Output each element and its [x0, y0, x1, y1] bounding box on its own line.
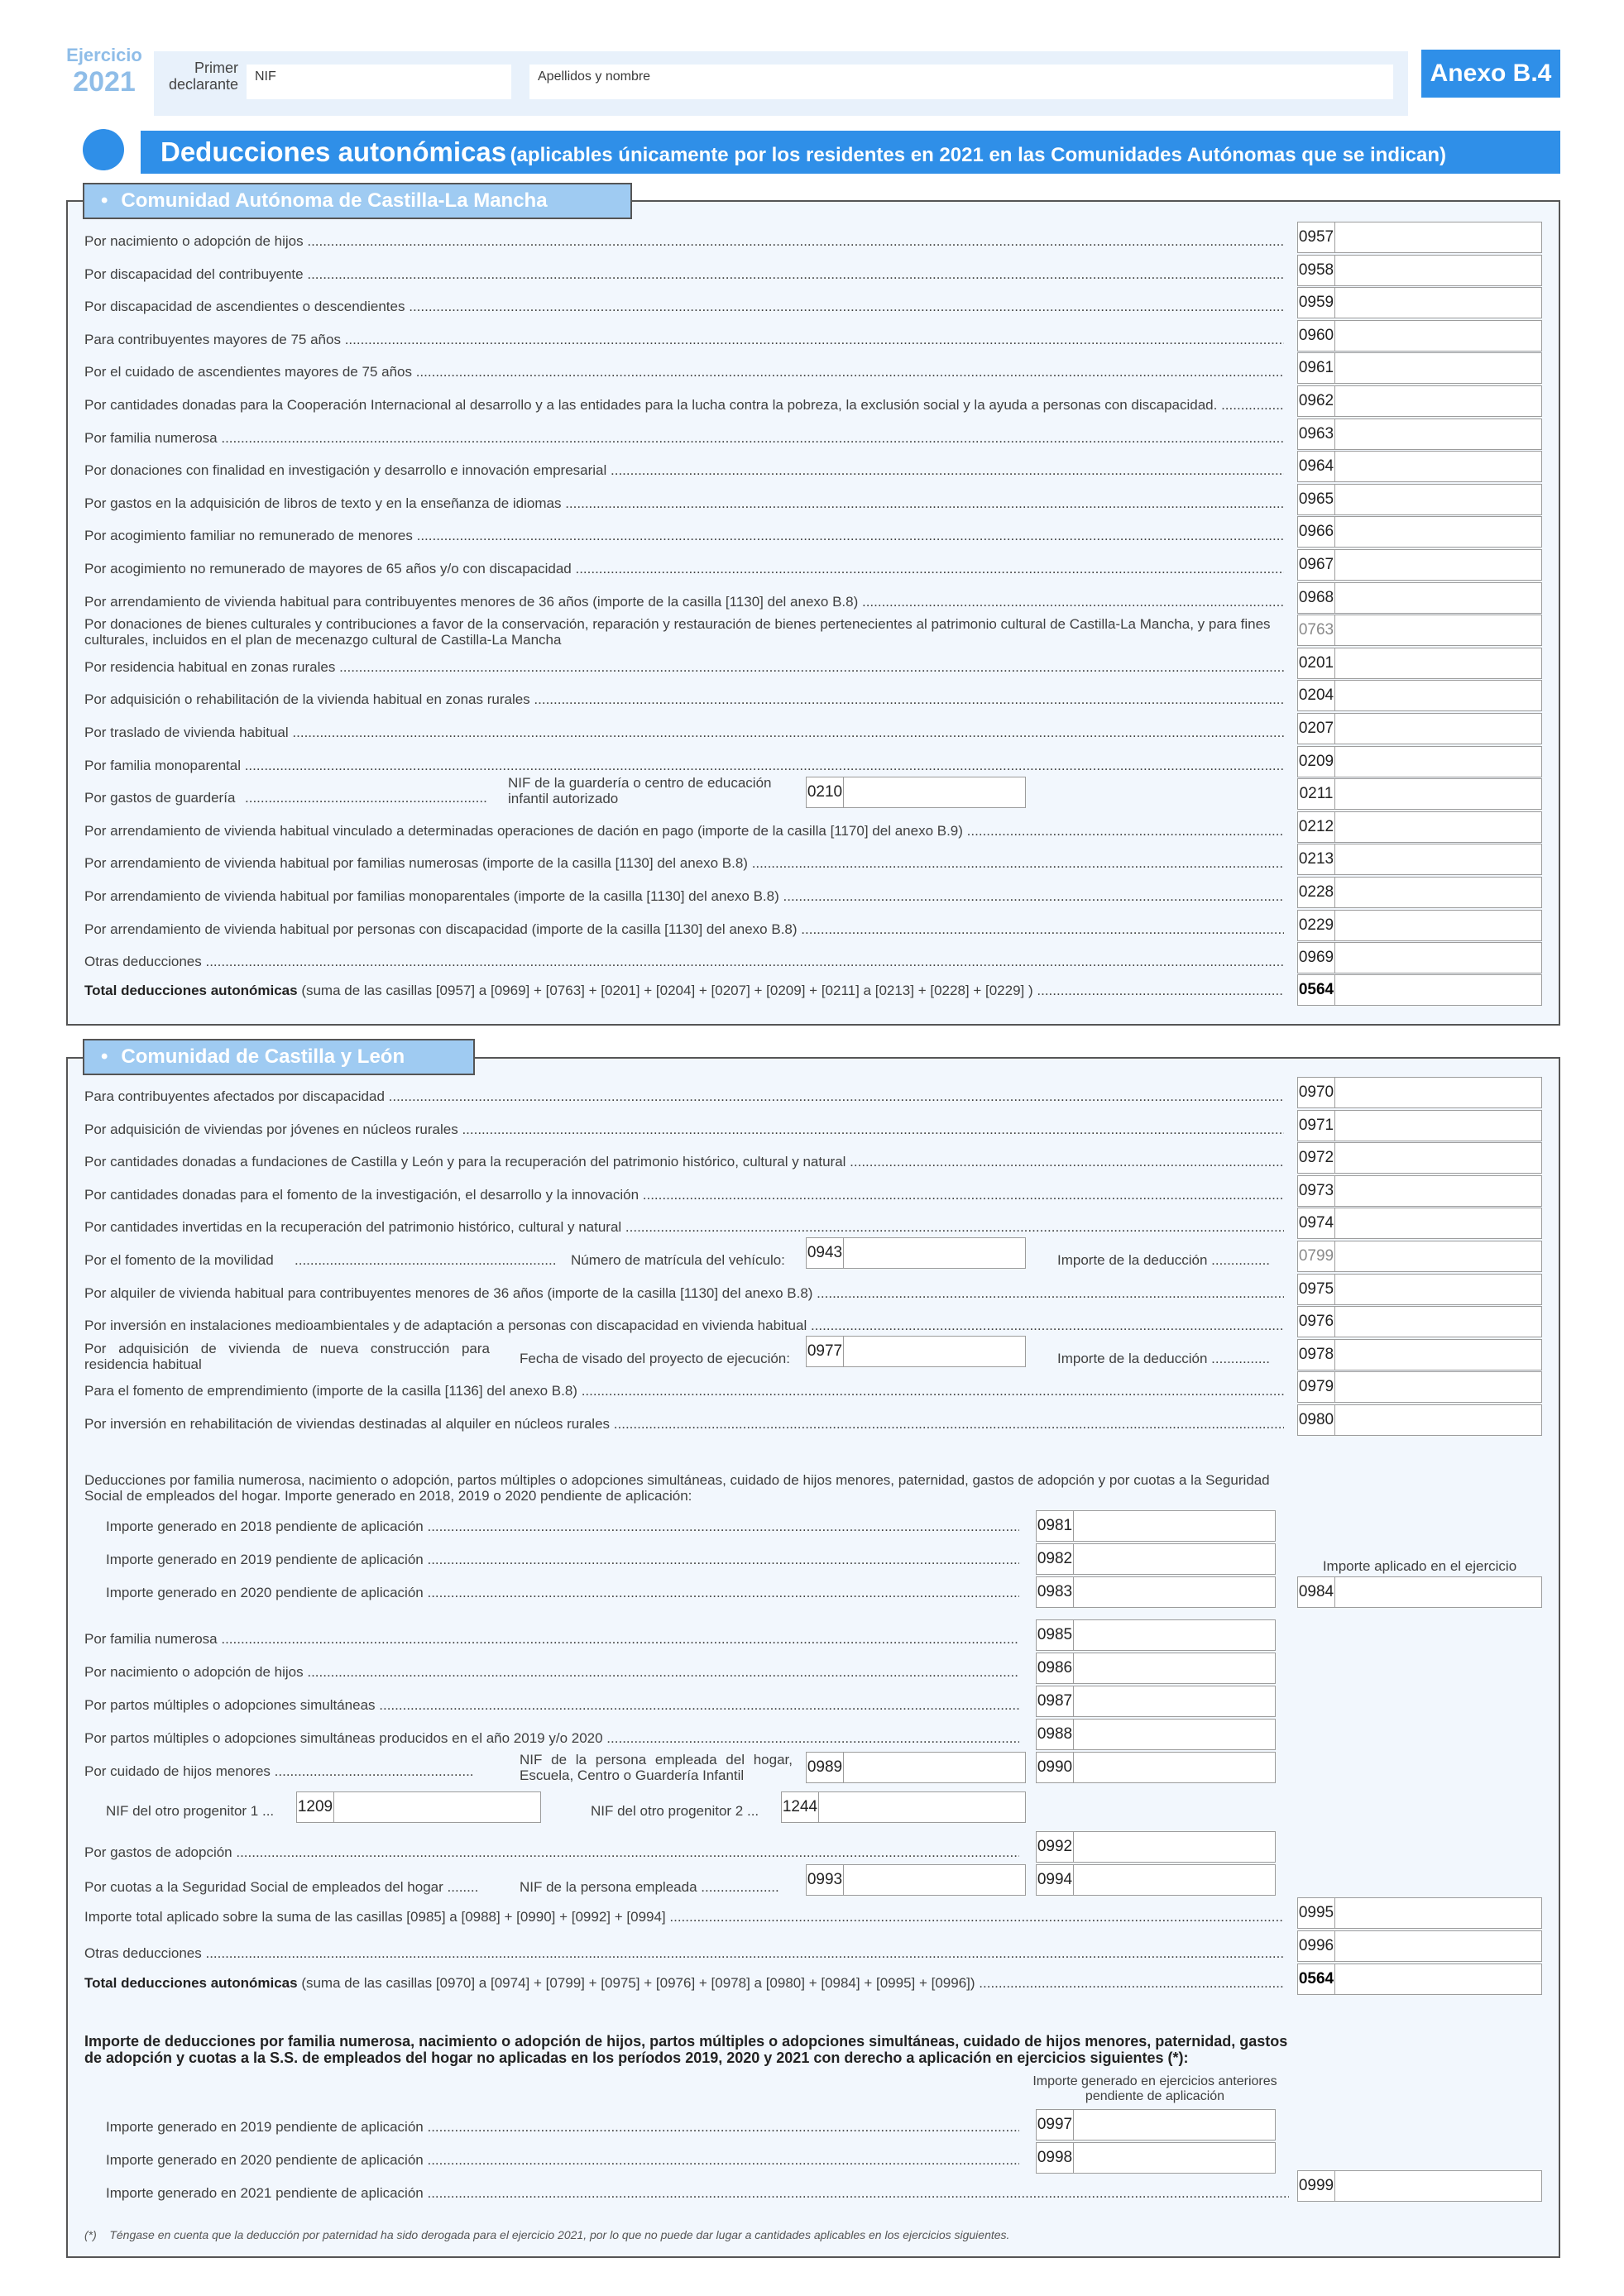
cyl-amount-box[interactable] [1297, 1371, 1542, 1403]
clm-amount-box[interactable] [1297, 549, 1542, 581]
pend2-box[interactable] [1036, 2109, 1276, 2141]
bullet-icon: • [101, 1045, 108, 1068]
box-code: 0974 [1298, 1208, 1335, 1238]
cyl-familia-intro: Deducciones por familia numerosa, nacimiento o adopción, partos múltiples o adopciones simultáneas, cuidado de hijos menores, paternidad, gastos de adopción y por cuotas a la Seguridad Social de empleados del hogar. Importe generado en 2018, 2019 o 2020 pendiente de aplicación: [84, 1472, 1270, 1504]
adopcion-row: Por gastos de adopción ..... [84, 1844, 1019, 1861]
box-code: 0998 [1037, 2143, 1074, 2173]
box-code: 0969 [1298, 943, 1335, 973]
box-code: 0209 [1298, 747, 1335, 777]
cyl-total-label: Total deducciones autonómicas [84, 1975, 298, 1991]
clm-row-label: Por discapacidad de ascendientes o descendientes ..... [84, 299, 1284, 315]
cyl-otras-code: 0996 [1298, 1931, 1335, 1961]
title-bar [141, 131, 1560, 174]
ejercicio-label: Ejercicio [66, 45, 142, 65]
box-code: 0968 [1298, 583, 1335, 613]
cyl-row-label: Por cantidades donadas a fundaciones de Castilla y León y para la recuperación del patrimonio histórico, cultural y natural ..... [84, 1154, 1284, 1170]
clm-amount-box[interactable] [1297, 222, 1542, 253]
clm-row-label: Por adquisición o rehabilitación de la vivienda habitual en zonas rurales ..... [84, 691, 1284, 708]
cyl-total-row [84, 1975, 1284, 1992]
clm-amount-box[interactable] [1297, 680, 1542, 711]
clm-row-label: Por acogimiento no remunerado de mayores de 65 años y/o con discapacidad ..... [84, 561, 1284, 577]
importe-deduccion-label: Importe de la deducción ............... [1057, 1351, 1271, 1366]
clm-total-label: Total deducciones autonómicas [84, 983, 298, 998]
aplicado-box[interactable] [1297, 1576, 1542, 1608]
box-code: 0972 [1298, 1143, 1335, 1173]
cyl-sub-box[interactable] [806, 1237, 1026, 1269]
clm-amount-box[interactable] [1297, 778, 1542, 810]
box-code: 0204 [1298, 681, 1335, 710]
clm-row-label: Por gastos de guardería [84, 790, 236, 806]
clm-row-label: Por el cuidado de ascendientes mayores de 75 años ..... [84, 364, 1284, 380]
box-code: 0960 [1298, 321, 1335, 351]
cyl-otras-row: Otras deducciones ..... [84, 1945, 1284, 1962]
clm-amount-box[interactable] [1297, 419, 1542, 450]
cyl-row-label: Por alquiler de vivienda habitual para contribuyentes menores de 36 años (importe de la casilla [1130] del anexo B.8) ..... [84, 1285, 1284, 1302]
pend2-box[interactable] [1297, 2170, 1542, 2202]
cuidado-box[interactable] [1036, 1752, 1276, 1783]
clm-total-note: (suma de las casillas [0957] a [0969] + [0763] + [0201] + [0204] + [0207] + [0209] + [0211] a [0213] + [0228] + [0229] ) [301, 983, 1033, 998]
prog1-box[interactable] [296, 1791, 541, 1823]
clm-row-label: Por arrendamiento de vivienda habitual por personas con discapacidad (importe de la casilla [1130] del anexo B.8) ..... [84, 921, 1284, 938]
cuidado-sub-box[interactable] [806, 1752, 1026, 1783]
ejercicio-year: 2021 [73, 66, 136, 98]
bullet-icon: • [101, 189, 108, 212]
cyl-total-box[interactable] [1297, 1964, 1542, 1995]
title-main: Deducciones autonómicas [160, 136, 507, 167]
adopcion-code: 0992 [1037, 1832, 1074, 1862]
title-circle-icon [83, 129, 124, 170]
title-sub: (aplicables únicamente por los residentes en 2021 en las Comunidades Autónomas que se indican) [510, 144, 1446, 166]
box-code: 0943 [807, 1238, 844, 1268]
clm-amount-box[interactable] [1297, 746, 1542, 777]
clm-section-tab [83, 183, 632, 219]
box-code: 0971 [1298, 1111, 1335, 1141]
clm-amount-box[interactable] [1297, 844, 1542, 875]
box-code: 0979 [1298, 1372, 1335, 1402]
cyl-amount-box[interactable] [1297, 1110, 1542, 1141]
no-aplicadas-title: Importe de deducciones por familia numerosa, nacimiento o adopción de hijos, partos múltiples o adopciones simultáneas, cuidado de hijos menores, paternidad, gastos de adopción y cuotas a la S.S. de empleados del hogar no aplicadas en los períodos 2019, 2020 y 2021 con derecho a aplicación en ejercicios siguientes (*): [84, 2033, 1288, 2066]
box-code: 0228 [1298, 878, 1335, 907]
cyl-otras-box[interactable] [1297, 1930, 1542, 1962]
box-code: 0763 [1298, 615, 1335, 645]
box-code: 0229 [1298, 911, 1335, 940]
clm-amount-box[interactable] [1297, 516, 1542, 548]
cyl-row-label: Por cantidades invertidas en la recuperación del patrimonio histórico, cultural y natural ..... [84, 1219, 1284, 1236]
cyl-row-label: Para el fomento de emprendimiento (importe de la casilla [1136] del anexo B.8) ..... [84, 1383, 1284, 1399]
clm-row-label: Por nacimiento o adopción de hijos ..... [84, 233, 1284, 250]
cuotas-code: 0994 [1037, 1865, 1074, 1895]
cyl-amount-box[interactable] [1297, 1175, 1542, 1207]
box-code: 0964 [1298, 452, 1335, 481]
cyl-amount-box[interactable] [1297, 1404, 1542, 1436]
cyl-amount-box[interactable] [1297, 1077, 1542, 1108]
box-code: 0982 [1037, 1544, 1074, 1574]
fam-box[interactable] [1036, 1653, 1276, 1684]
box-code: 0210 [807, 777, 844, 807]
box-code: 0988 [1037, 1720, 1074, 1749]
cuidado-sub-code: 0989 [807, 1753, 844, 1782]
clm-amount-box[interactable] [1297, 582, 1542, 614]
box-code: 0975 [1298, 1275, 1335, 1304]
clm-row-label: Por acogimiento familiar no remunerado de menores ..... [84, 528, 1284, 544]
importe-total-box[interactable] [1297, 1897, 1542, 1929]
importe-total-row: Importe total aplicado sobre la suma de las casillas [0985] a [0988] + [0990] + [0992] + [0994] ..... [84, 1909, 1284, 1925]
clm-row-label: Por arrendamiento de vivienda habitual por familias numerosas (importe de la casilla [1130] del anexo B.8) ..... [84, 855, 1284, 872]
box-code: 0987 [1037, 1686, 1074, 1716]
clm-row-label: Otras deducciones ..... [84, 954, 1284, 970]
cyl-title: Comunidad de Castilla y León [121, 1045, 405, 1068]
clm-row-label: Para contribuyentes mayores de 75 años ..... [84, 332, 1284, 348]
clm-amount-box[interactable] [1297, 451, 1542, 482]
clm-total-row [84, 983, 1284, 999]
cuotas-box[interactable] [1036, 1864, 1276, 1896]
clm-amount-box[interactable] [1297, 615, 1542, 646]
cyl-total-note: (suma de las casillas [0970] a [0974] + [0799] + [0975] + [0976] + [0978] a [0980] + [0984] + [0995] + [0996]) [301, 1975, 975, 1991]
clm-amount-box[interactable] [1297, 255, 1542, 286]
box-code: 0997 [1037, 2110, 1074, 2140]
cyl-row-label: Por inversión en rehabilitación de viviendas destinadas al alquiler en núcleos rurales ..... [84, 1416, 1284, 1433]
cyl-row-label: Por adquisición de vivienda de nueva construcción para residencia habitual [84, 1341, 490, 1372]
aplicado-label: Importe aplicado en el ejercicio [1322, 1558, 1517, 1574]
box-code: 0999 [1298, 2171, 1335, 2201]
box-code: 0981 [1037, 1511, 1074, 1541]
footnote: (*) Téngase en cuenta que la deducción por paternidad ha sido derogada para el ejercicio 2021, por lo que no puede dar lugar a cantidades aplicables en los ejercicios siguientes. [84, 2228, 1010, 2241]
clm-amount-box[interactable] [1297, 910, 1542, 941]
cyl-row-label: Por adquisición de viviendas por jóvenes en núcleos rurales ..... [84, 1122, 1284, 1138]
clm-row-label: Por familia numerosa ..... [84, 430, 1284, 447]
clm-row-label: Por arrendamiento de vivienda habitual para contribuyentes menores de 36 años (importe de la casilla [1130] del anexo B.8) ..... [84, 594, 1284, 610]
clm-amount-box[interactable] [1297, 484, 1542, 515]
clm-amount-box[interactable] [1297, 942, 1542, 973]
cyl-row-label: Para contribuyentes afectados por discapacidad ..... [84, 1088, 1284, 1105]
cuidado-sub-label: NIF de la persona empleada del hogar, Escuela, Centro o Guardería Infantil [520, 1752, 793, 1783]
adopcion-box[interactable] [1036, 1831, 1276, 1863]
importe-deduccion-label: Importe de la deducción ............... [1057, 1252, 1271, 1268]
clm-title: Comunidad Autónoma de Castilla-La Mancha [121, 189, 548, 212]
pend-box[interactable] [1036, 1510, 1276, 1542]
clm-amount-box[interactable] [1297, 877, 1542, 908]
pend2-row-label: Importe generado en 2019 pendiente de aplicación ..... [106, 2119, 1019, 2136]
cuidado-label: Por cuidado de hijos menores ................................................... [84, 1763, 474, 1779]
box-code: 0980 [1298, 1405, 1335, 1435]
cyl-sub-label: Fecha de visado del proyecto de ejecución: [520, 1351, 790, 1366]
clm-row-label: Por arrendamiento de vivienda habitual por familias monoparentales (importe de la casilla [1130] del anexo B.8) ..... [84, 888, 1284, 905]
clm-row-label: Por residencia habitual en zonas rurales ..... [84, 659, 1284, 676]
box-code: 0957 [1298, 222, 1335, 252]
box-code: 0970 [1298, 1078, 1335, 1107]
cyl-section-tab [83, 1039, 475, 1075]
cyl-amount-box[interactable] [1297, 1208, 1542, 1239]
cuotas-sub-label: NIF de la persona empleada .................... [520, 1879, 779, 1895]
pend-row-label: Importe generado en 2018 pendiente de aplicación ..... [106, 1519, 1019, 1535]
box-code: 0963 [1298, 419, 1335, 449]
fam-box[interactable] [1036, 1619, 1276, 1651]
box-code: 0985 [1037, 1620, 1074, 1650]
anexo-badge: Anexo B.4 [1421, 50, 1560, 98]
box-code: 0967 [1298, 550, 1335, 580]
clm-amount-box[interactable] [1297, 648, 1542, 679]
box-code: 0977 [807, 1337, 844, 1366]
box-code: 0958 [1298, 256, 1335, 285]
box-code: 0983 [1037, 1577, 1074, 1607]
cyl-sub-label: Número de matrícula del vehículo: [571, 1252, 785, 1268]
clm-row-label: Por cantidades donadas para la Cooperación Internacional al desarrollo y a las entidades para la lucha contra la pobreza, la exclusión social y la ayuda a personas con discapacidad. ..... [84, 397, 1284, 414]
clm-row-label: Por traslado de vivienda habitual ..... [84, 725, 1284, 741]
box-code: 0961 [1298, 353, 1335, 383]
clm-amount-box[interactable] [1297, 713, 1542, 744]
importe-total-code: 0995 [1298, 1898, 1335, 1928]
clm-row-label: Por familia monoparental ..... [84, 758, 1284, 774]
pend-box[interactable] [1036, 1543, 1276, 1575]
cyl-row-label: Por inversión en instalaciones medioambientales y de adaptación a personas con discapacidad en vivienda habitual ..... [84, 1318, 1284, 1334]
cyl-total-code: 0564 [1298, 1964, 1335, 1994]
pend-row-label: Importe generado en 2020 pendiente de aplicación ..... [106, 1585, 1019, 1601]
clm-amount-box[interactable] [1297, 385, 1542, 417]
box-code: 0966 [1298, 517, 1335, 547]
cyl-amount-box[interactable] [1297, 1241, 1542, 1272]
cyl-amount-box[interactable] [1297, 1306, 1542, 1337]
box-code: 0965 [1298, 485, 1335, 514]
fam-box[interactable] [1036, 1686, 1276, 1717]
nif-label: NIF [255, 69, 276, 84]
cyl-amount-box[interactable] [1297, 1339, 1542, 1370]
clm-amount-box[interactable] [1297, 287, 1542, 318]
aplicado-code: 0984 [1298, 1577, 1335, 1607]
clm-amount-box[interactable] [1297, 811, 1542, 843]
anteriores-label: Importe generado en ejercicios anteriores pendiente de aplicación [1032, 2074, 1277, 2103]
cyl-sub-box[interactable] [806, 1336, 1026, 1367]
clm-amount-box[interactable] [1297, 320, 1542, 352]
box-code: 0212 [1298, 812, 1335, 842]
clm-row-label: Por gastos en la adquisición de libros de texto y en la enseñanza de idiomas ..... [84, 495, 1284, 512]
box-code: 0959 [1298, 288, 1335, 318]
box-code: 0201 [1298, 648, 1335, 678]
box-code: 0978 [1298, 1340, 1335, 1370]
prog2-code: 1244 [782, 1792, 819, 1822]
pend2-row-label: Importe generado en 2021 pendiente de aplicación ..... [106, 2185, 1289, 2202]
box-code: 0986 [1037, 1653, 1074, 1683]
cyl-amount-box[interactable] [1297, 1274, 1542, 1305]
fam-box[interactable] [1036, 1719, 1276, 1750]
guarderia-nif-box[interactable] [806, 777, 1026, 808]
box-code: 0207 [1298, 714, 1335, 744]
clm-amount-box[interactable] [1297, 352, 1542, 384]
clm-row-label: Por discapacidad del contribuyente ..... [84, 266, 1284, 283]
leader-dots: .............................................................. [245, 790, 487, 806]
prog1-label: NIF del otro progenitor 1 ... [106, 1803, 275, 1819]
clm-total-code: 0564 [1298, 975, 1335, 1005]
primer-declarante-label: Primer declarante [168, 60, 238, 93]
clm-total-box[interactable] [1297, 974, 1542, 1006]
fam-row-label: Por nacimiento o adopción de hijos ..... [84, 1664, 1019, 1681]
cyl-amount-box[interactable] [1297, 1142, 1542, 1174]
pend2-box[interactable] [1036, 2142, 1276, 2174]
cuotas-sub-code: 0993 [807, 1865, 844, 1895]
fam-row-label: Por familia numerosa ..... [84, 1631, 1019, 1648]
cuotas-sub-box[interactable] [806, 1864, 1026, 1896]
prog2-box[interactable] [781, 1791, 1026, 1823]
box-code: 0976 [1298, 1307, 1335, 1337]
pend-box[interactable] [1036, 1576, 1276, 1608]
leader-dots: ................................................................... [295, 1252, 557, 1268]
prog1-code: 1209 [297, 1792, 334, 1822]
cuidado-code: 0990 [1037, 1753, 1074, 1782]
cyl-row-label: Por el fomento de la movilidad [84, 1252, 274, 1268]
cuotas-label: Por cuotas a la Seguridad Social de empleados del hogar ........ [84, 1879, 479, 1895]
nif-field[interactable] [247, 65, 511, 99]
box-code: 0213 [1298, 844, 1335, 874]
pend-row-label: Importe generado en 2019 pendiente de aplicación ..... [106, 1552, 1019, 1568]
pend2-row-label: Importe generado en 2020 pendiente de aplicación ..... [106, 2152, 1019, 2169]
clm-row-label: Por donaciones de bienes culturales y contribuciones a favor de la conservación, reparación y restauración de bienes pertenecientes al patrimonio cultural de Castilla-La Mancha, y para fines culturales, incluidos en el plan de mecenazgo cultural de Castilla-La Mancha [84, 616, 1271, 648]
cyl-row-label: Por cantidades donadas para el fomento de la investigación, el desarrollo y la innovación ..... [84, 1187, 1284, 1203]
prog2-label: NIF del otro progenitor 2 ... [591, 1803, 759, 1819]
apellidos-label: Apellidos y nombre [538, 69, 651, 84]
box-code: 0962 [1298, 386, 1335, 416]
apellidos-field[interactable] [529, 65, 1393, 99]
fam-row-label: Por partos múltiples o adopciones simultáneas ..... [84, 1697, 1019, 1714]
box-code: 0799 [1298, 1241, 1335, 1271]
guarderia-nif-label: NIF de la guardería o centro de educación infantil autorizado [508, 775, 772, 806]
clm-row-label: Por donaciones con finalidad en investigación y desarrollo e innovación empresarial ..... [84, 462, 1284, 479]
box-code: 0973 [1298, 1176, 1335, 1206]
clm-row-label: Por arrendamiento de vivienda habitual vinculado a determinadas operaciones de dación en pago (importe de la casilla [1170] del anexo B.9) ..... [84, 823, 1284, 839]
fam-row-label: Por partos múltiples o adopciones simultáneas producidos en el año 2019 y/o 2020 ..... [84, 1730, 1019, 1747]
box-code: 0211 [1298, 779, 1335, 809]
